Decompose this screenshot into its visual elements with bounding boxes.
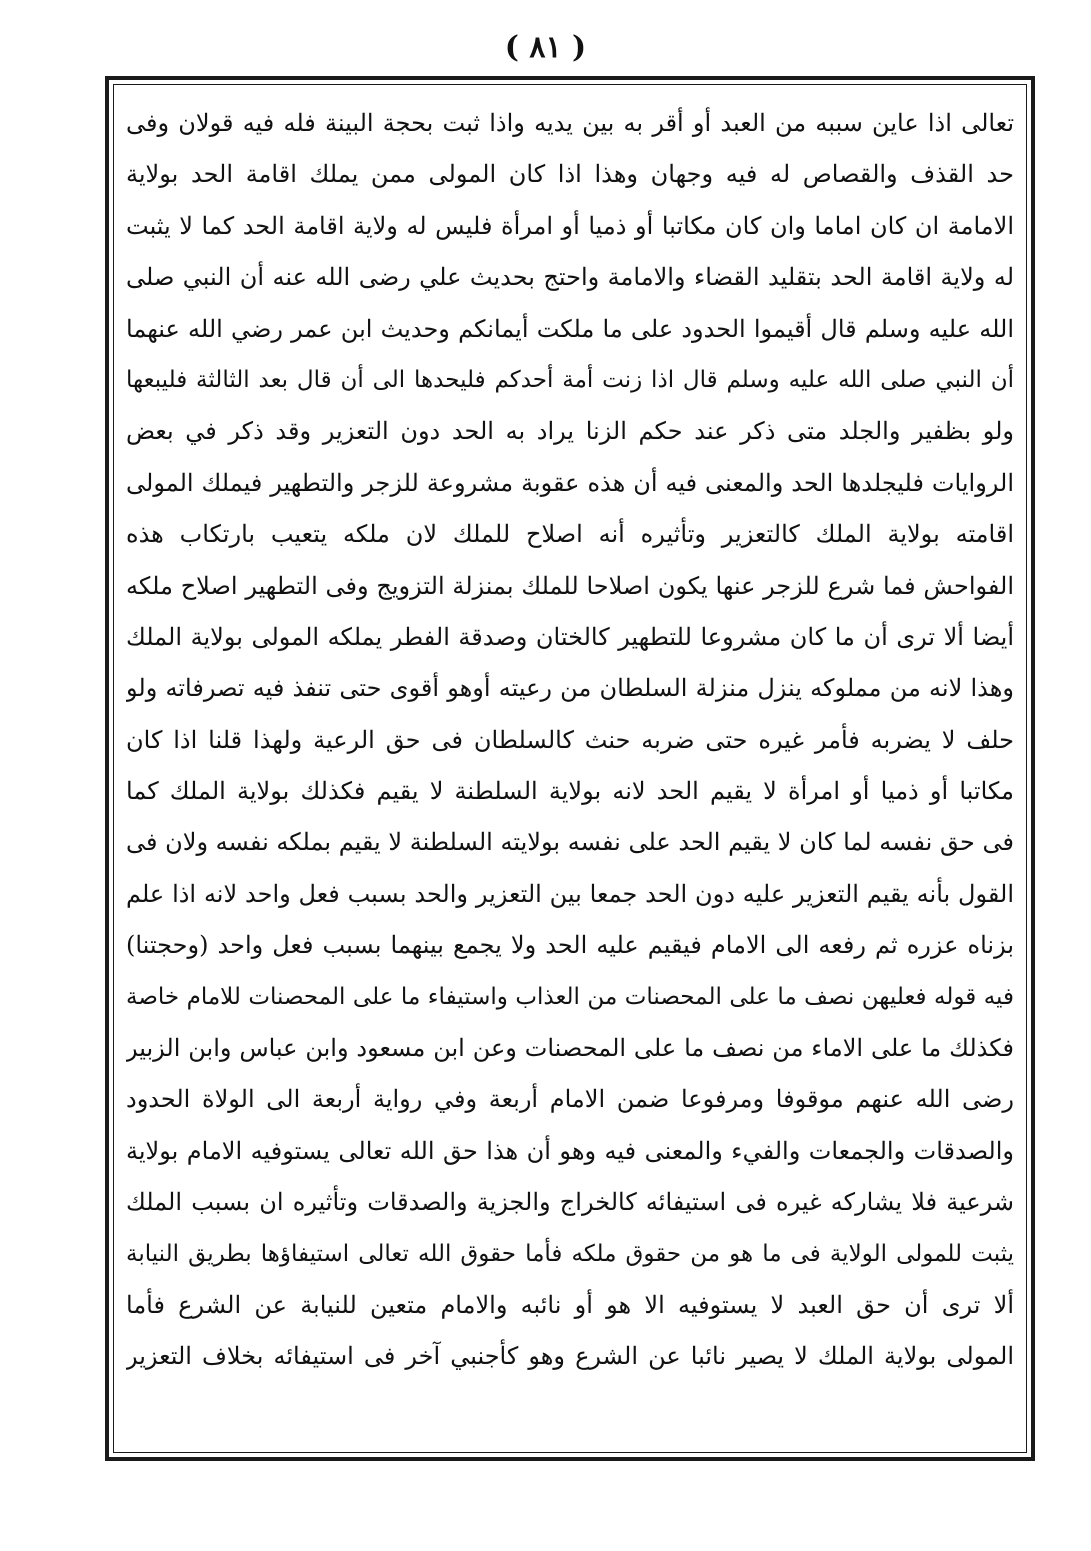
text-line: الامامة ان كان اماما وان كان مكاتبا أو ذميا أو امرأة فليس له ولاية اقامة الحد كما لا يثبت — [126, 211, 1014, 240]
text-line: فى حق نفسه لما كان لا يقيم الحد على نفسه بولايته السلطنة لا يقيم بملكه نفسه ولان فى — [126, 828, 1014, 857]
text-line: فيه قوله فعليهن نصف ما على المحصنات من العذاب واستيفاء ما على المحصنات للامام خاصة — [126, 983, 1014, 1010]
text-line: الفواحش فما شرع للزجر عنها يكون اصلاحا للملك بمنزلة التزويج وفى التطهير اصلاح ملكه — [126, 571, 1014, 600]
text-line: حلف لا يضربه فأمر غيره حتى ضربه حنث كالسلطان فى حق الرعية ولهذا قلنا اذا كان — [126, 725, 1014, 754]
text-line: ولو بظفير والجلد متى ذكر عند حكم الزنا يراد به الحد دون التعزير وقد ذكر في بعض — [126, 417, 1014, 446]
text-body — [126, 98, 1014, 1443]
text-line: يثبت للمولى الولاية فى ما هو من حقوق ملكه فأما حقوق الله تعالى استيفاؤها بطريق النيابة — [126, 1240, 1014, 1267]
text-line: اقامته بولاية الملك كالتعزير وتأثيره أنه اصلاح للملك لان ملكه يتعيب بارتكاب هذه — [126, 520, 1014, 549]
text-line: حد القذف والقصاص له فيه وجهان وهذا اذا كان المولى ممن يملك اقامة الحد بولاية — [126, 160, 1014, 189]
text-line: والصدقات والجمعات والفيء والمعنى فيه وهو أن هذا حق الله تعالى يستوفيه الامام بولاية — [126, 1136, 1014, 1165]
text-line: القول بأنه يقيم التعزير عليه دون الحد جمعا بين التعزير والحد بسبب فعل واحد لانه اذا علم — [126, 879, 1014, 908]
text-line: فكذلك ما على الاماء من نصف ما على المحصنات وعن ابن مسعود وابن عباس وابن الزبير — [126, 1034, 1014, 1063]
text-line: تعالى اذا عاين سببه من العبد أو أقر به بين يديه واذا ثبت بحجة البينة فله فيه قولان وفى — [126, 109, 1014, 137]
text-line: أيضا ألا ترى أن ما كان مشروعا للتطهير كالختان وصدقة الفطر يملكه المولى بولاية الملك — [126, 622, 1014, 651]
text-line: وهذا لانه من مملوكه ينزل منزلة السلطان من رعيته أوهو أقوى حتى تنفذ فيه تصرفاته ولو — [126, 674, 1014, 703]
text-line: شرعية فلا يشاركه غيره فى استيفائه كالخراج والجزية والصدقات وتأثيره ان بسبب الملك — [126, 1188, 1014, 1217]
text-line: مكاتبا أو ذميا أو امرأة لا يقيم الحد لانه بولاية السلطنة لا يقيم فكذلك بولاية الملك كما — [126, 777, 1014, 806]
text-line: ألا ترى أن حق العبد لا يستوفيه الا هو أو نائبه والامام متعين للنيابة عن الشرع فأما — [126, 1290, 1014, 1319]
page-number: ( ٨١ ) — [504, 30, 587, 65]
text-line: رضى الله عنهم موقوفا ومرفوعا ضمن الامام أربعة وفي رواية أربعة الى الولاة الحدود — [126, 1085, 1014, 1114]
text-line: المولى بولاية الملك لا يصير نائبا عن الشرع وهو كأجنبي آخر فى استيفائه بخلاف التعزير — [126, 1342, 1014, 1371]
text-line: الله عليه وسلم قال أقيموا الحدود على ما ملكت أيمانكم وحديث ابن عمر رضي الله عنهما — [126, 314, 1014, 343]
text-line: أن النبي صلى الله عليه وسلم قال اذا زنت أمة أحدكم فليحدها الى أن قال بعد الثالثة فليبعها — [126, 366, 1014, 393]
text-line: له ولاية اقامة الحد بتقليد القضاء والامامة واحتج بحديث علي رضى الله عنه أن النبي صلى — [126, 263, 1014, 292]
text-line: بزناه عزره ثم رفعه الى الامام فيقيم عليه الحد ولا يجمع بينهما بسبب فعل واحد (وحجتنا) — [126, 931, 1014, 960]
text-line: الروايات فليجلدها الحد والمعنى فيه أن هذه عقوبة مشروعة للزجر والتطهير فيملك المولى — [126, 468, 1014, 497]
